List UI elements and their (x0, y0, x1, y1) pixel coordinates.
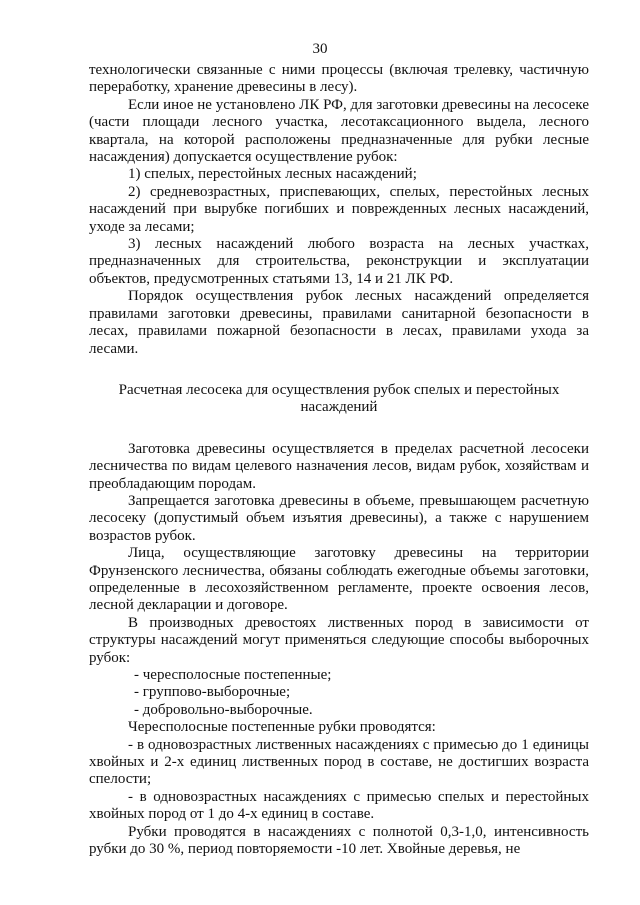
method-item-strip: - чересполосные постепенные; (134, 667, 332, 683)
paragraph-continuation: технологически связанные с ними процессы (включая трелевку, частичную переработку, хранение древесины в лесу). (89, 62, 589, 96)
list-item-middle-aged-stands: 2) средневозрастных, приспевающих, спелых, перестойных лесных насаждений при вырубке погибших и поврежденных лесных насаждений, уходе за лесами; (89, 183, 589, 235)
section-heading: Расчетная лесосека для осуществления рубок спелых и перестойных насаждений (118, 381, 560, 416)
paragraph-harvesting-limits: Заготовка древесины осуществляется в пределах расчетной лесосеки лесничества по видам целевого назначения лесов, видам рубок, хозяйствам и преобладающим породам. (89, 440, 589, 492)
paragraph-prohibition: Запрещается заготовка древесины в объеме, превышающем расчетную лесосеку (допустимый объем изъятия древесины), а также с нарушением возрастов рубок. (89, 492, 589, 544)
list-item-mature-stands: 1) спелых, перестойных лесных насаждений; (128, 166, 417, 183)
paragraph-selective-methods: В производных древостоях лиственных пород в зависимости от структуры насаждений могут применяться следующие способы выборочных рубок: (89, 614, 589, 666)
paragraph-felling-parameters: Рубки проводятся в насаждениях с полнотой 0,3-1,0, интенсивность рубки до 30 %, период повторяемости -10 лет. Хвойные деревья, не (89, 823, 589, 858)
paragraph-strip-intro: Чересполосные постепенные рубки проводятся: (128, 719, 436, 736)
list-item-any-age-stands: 3) лесных насаждений любого возраста на лесных участках, предназначенных для строительства, реконструкции и эксплуатации объектов, предусмотренных статьями 13, 14 и 21 ЛК РФ. (89, 236, 589, 287)
method-item-voluntary: - добровольно-выборочные. (134, 701, 313, 718)
strip-item-two: - в одновозрастных насаждениях с примесью спелых и перестойных хвойных пород от 1 до 4-х единиц в составе. (89, 788, 589, 823)
method-item-group: - группово-выборочные; (134, 684, 291, 701)
page-number: 30 (312, 41, 328, 57)
strip-item-one: - в одновозрастных лиственных насаждениях с примесью до 1 единицы хвойных и 2-х единиц лиственных пород в составе, не достигших возраста спелости; (89, 736, 589, 788)
paragraph-obligations: Лица, осуществляющие заготовку древесины на территории Фрунзенского лесничества, обязаны соблюдать ежегодные объемы заготовки, определенные в лесохозяйственном регламенте, проекте освоения лесов, лесной декларации и договоре. (89, 545, 589, 614)
paragraph-felling-procedure: Порядок осуществления рубок лесных насаждений определяется правилами заготовки древесины, правилами санитарной безопасности в лесах, правилами пожарной безопасности в лесах, правилами ухода за лесами. (89, 288, 589, 357)
document-body (89, 62, 589, 858)
paragraph-logging-rules: Если иное не установлено ЛК РФ, для заготовки древесины на лесосеке (части площади лесного участка, лесотаксационного выдела, лесного квартала, на которой расположены предназначенные для рубки лесные насаждения) допускается осуществление рубок: (89, 96, 589, 166)
